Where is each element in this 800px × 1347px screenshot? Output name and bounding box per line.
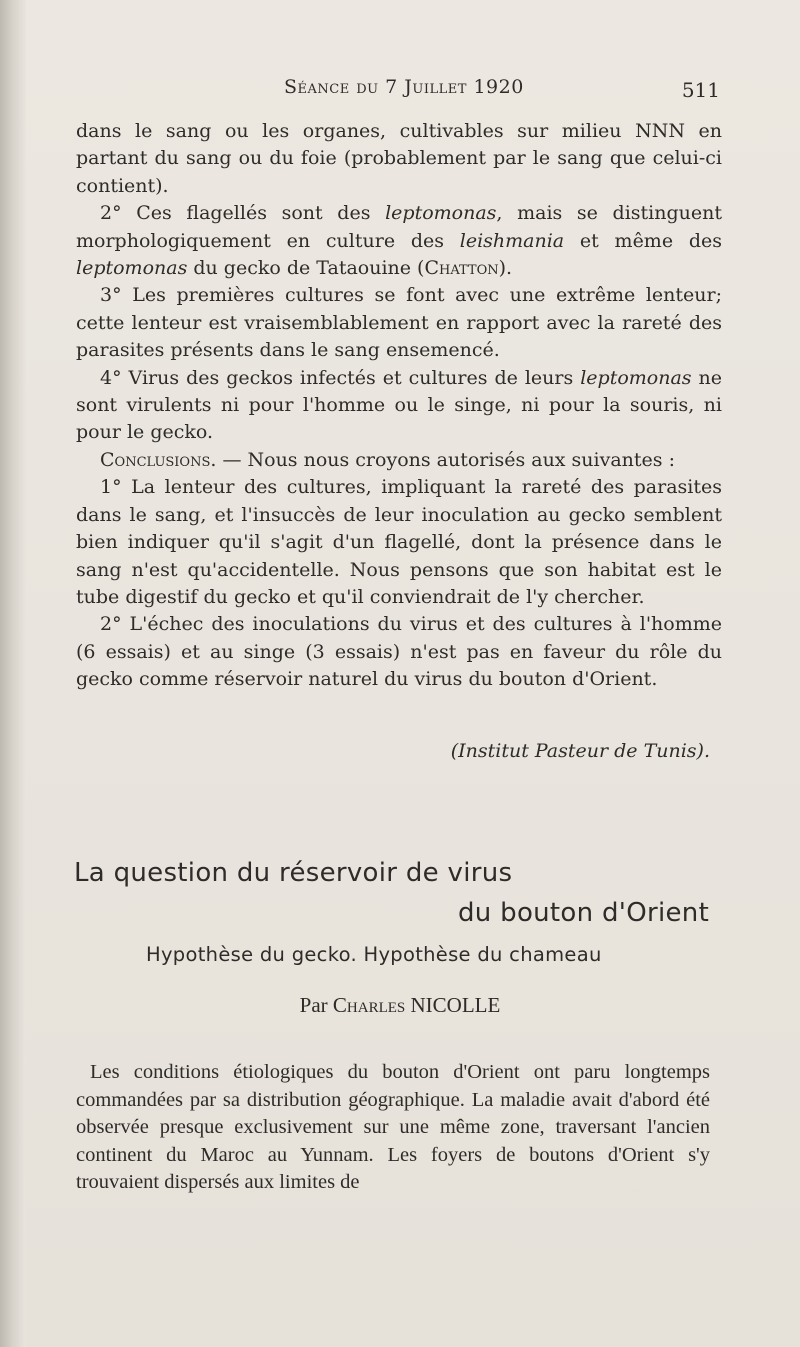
affiliation-close: ). — [696, 740, 710, 762]
article-subtitle: Hypothèse du gecko. Hypothèse du chameau — [146, 943, 602, 966]
p2-part-g: du gecko de Tataouine ( — [187, 257, 425, 280]
p2-part-i: ). — [498, 257, 513, 280]
article-title-line-2: du bouton d'Orient — [458, 898, 710, 928]
p2-part-a: 2° Ces flagellés sont des — [100, 202, 386, 225]
article-paragraph-1: Les conditions étiologiques du bouton d'Orient ont paru longtemps commandées par sa distribution géographique. La maladie avait d'abord été observée presque exclusivement sur une même zone, traversant l'ancien continent du Maroc au Yunnam. Les foyers de boutons d'Orient s'y trouvaient dispersés aux limites de — [76, 1061, 710, 1194]
conclusion-1: 1° La lenteur des cultures, impliquant la rareté des parasites dans le sang, et l'insuccès de leur inoculation au gecko semblent bien indiquer qu'il s'agit d'un flagellé, dont la présence dans le sang n'est qu'accidentelle. Nous pensons que son habitat est le tube digestif du gecko et qu'il conviendrait de l'y chercher. — [76, 476, 722, 608]
affiliation-name: Institut Pasteur de Tunis — [458, 740, 697, 762]
author-last-name: NICOLLE — [405, 993, 501, 1017]
affiliation-open: ( — [450, 740, 459, 762]
conclusion-2: 2° L'échec des inoculations du virus et des cultures à l'homme (6 essais) et au singe (3 essais) n'est pas en faveur du rôle du gecko comme réservoir naturel du virus du bouton d'Orient. — [76, 613, 722, 691]
term-leptomonas: leptomonas — [385, 202, 497, 225]
conclusions-heading — [76, 447, 722, 474]
page-binding-shadow — [0, 0, 26, 1347]
term-leishmania: leishmania — [459, 229, 565, 252]
term-leptomonas-2: leptomonas — [76, 257, 188, 280]
paragraph-3: 3° Les premières cultures se font avec une extrême lenteur; cette lenteur est vraisemblablement en rapport avec la rareté des parasites présents dans le sang ensemencé. — [76, 284, 722, 362]
author-chatton: Chatton — [424, 257, 499, 280]
p4-part-c: ne sont virulents ni pour l'homme ou le singe, ni pour la souris, ni pour le gecko. — [76, 366, 722, 444]
page-number: 511 — [681, 78, 720, 102]
affiliation — [451, 740, 710, 762]
term-leptomonas-3: leptomonas — [580, 366, 692, 389]
p2-part-c: , mais se distinguent morphologiquement en culture des — [76, 202, 722, 252]
conclusions-text: — Nous nous croyons autorisés aux suivantes : — [216, 448, 675, 471]
running-header — [80, 76, 720, 104]
conclusions-label: Conclusions. — [100, 448, 217, 471]
paragraph-1: dans le sang ou les organes, cultivables sur milieu NNN en partant du sang ou du foie (probablement par le sang que celui-ci contient). — [76, 120, 722, 197]
header-title: Séance du 7 Juillet 1920 — [284, 76, 524, 98]
byline — [0, 993, 800, 1018]
paragraph-2 — [76, 200, 722, 282]
byline-prefix: Par — [299, 993, 333, 1017]
previous-article-text — [76, 118, 722, 694]
paragraph-4 — [76, 365, 722, 447]
article-title-line-1: La question du réservoir de virus — [74, 858, 513, 888]
p4-part-a: 4° Virus des geckos infectés et cultures de leurs — [100, 366, 581, 389]
author-first-name: Charles — [332, 993, 406, 1017]
p2-part-e: et même des — [564, 229, 722, 252]
article-body — [76, 1059, 710, 1197]
